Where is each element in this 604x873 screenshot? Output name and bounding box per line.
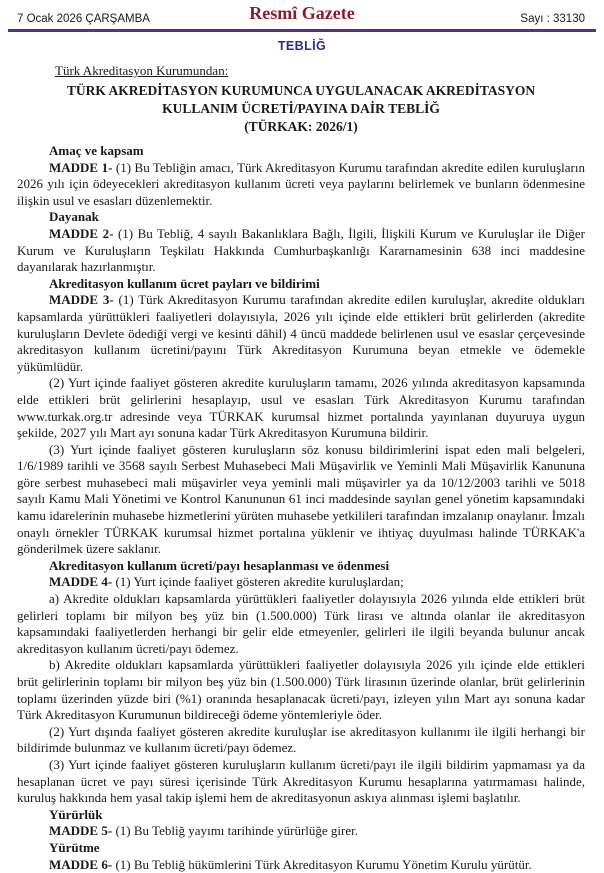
issuing-authority: Türk Akreditasyon Kurumundan:: [55, 63, 229, 78]
document-title-line2: KULLANIM ÜCRETİ/PAYINA DAİR TEBLİĞ: [162, 101, 440, 116]
gazette-title: Resmî Gazete: [249, 3, 355, 23]
paragraph: MADDE 3- (1) Türk Akreditasyon Kurumu tarafından akredite edilen kuruluşlar, akredite oldukları kapsamlarda yürüttükleri faaliyetleri dolayısıyla, 2026 yılı içinde elde ettikleri brüt gelirlerden (akredite kuruluşların Devlete ödediği vergi ve kesinti dâhil) 4 üncü maddede belirlenen usul ve esaslar çerçevesinde akreditasyon kullanım ücretini/payını Türk Akreditasyon Kurumuna beyan etmekle ve ödemekle yükümlüdür.: [17, 292, 585, 374]
section-heading: TEBLİĞ: [277, 39, 327, 53]
masthead: [0, 0, 604, 26]
date-label: 7 Ocak 2026 ÇARŞAMBA: [17, 13, 150, 25]
section-subheading: Akreditasyon kullanım ücret payları ve bildirimi: [49, 275, 320, 291]
issuing-authority-line: [17, 63, 585, 78]
paragraph: MADDE 2- (1) Bu Tebliğ, 4 sayılı Bakanlıklara Bağlı, İlgili, İlişkili Kurum ve Kuruluşlar ile Diğer Kurum ve Kuruluşların Teşkilatı Hakkında Cumhurbaşkanlığı Kararnamesinin 638 inci maddesine dayanılarak hazırlanmıştır.: [17, 225, 586, 275]
section-subheading: Dayanak: [49, 209, 99, 225]
article-lead: MADDE 3-: [49, 292, 119, 308]
paragraph: b) Akredite oldukları kapsamlarda yürüttükleri faaliyetler dolayısıyla 2026 yılı içinde elde ettikleri brüt gelirlerinin toplamı bir milyon beş yüz bin (1.500.000) Türk lirasının üzerinde olanlar, brüt gelirlerinin toplamı üzerinden yüzde biri (%1) oranında hesaplanacak ücreti/payı, izleyen yılın Mart ayı sonuna kadar Türk Akreditasyon Kurumunun bildireceği ödeme yöntemleriyle öder.: [17, 657, 585, 723]
paragraph: MADDE 1- (1) Bu Tebliğin amacı, Türk Akreditasyon Kurumu tarafından akredite edilen kuruluşların 2026 yılı için ödeyecekleri akreditasyon kullanım ücreti veya paylarını belirlemek ve bunların ödenmesine ilişkin usul ve esasları düzenlemektir.: [17, 159, 585, 208]
paragraph: a) Akredite oldukları kapsamlarda yürüttükleri faaliyetler dolayısıyla 2026 yılında elde ettikleri brüt gelirleri toplamı bir milyon beş yüz bin (1.500.000) Türk lirası ve altında olanlar ile akreditasyon kapsamındaki faaliyetlerden herhangi bir gelir elde etmeyenler, gelirleri ile ilgili beyanda bulunur ancak akreditasyon kullanım ücreti/payı ödemez.: [17, 591, 585, 656]
article-lead: MADDE 6-: [49, 856, 116, 872]
document-title-line1: TÜRK AKREDİTASYON KURUMUNCA UYGULANACAK AKREDİTASYON: [66, 83, 536, 98]
paragraph: (3) Yurt içinde faaliyet gösteren kuruluşların kullanım ücreti/payı ile ilgili bildirim yapmaması ya da hesaplanan ücret ve payı süresi içerisinde Türk Akreditasyon Kurumu hesaplarına yatırmaması halinde, kuruluş hakkında hem yasal takip işlemi hem de akreditasyonun askıya alınması işlemi başlatılır.: [17, 756, 585, 806]
masthead-divider: [8, 29, 596, 32]
article-lead: MADDE 1-: [49, 159, 116, 175]
document-title-line3: (TÜRKAK: 2026/1): [244, 119, 358, 134]
document-body: [17, 143, 585, 873]
article-lead: MADDE 2-: [49, 225, 118, 241]
paragraph: MADDE 6- (1) Bu Tebliğ hükümlerini Türk Akreditasyon Kurumu Yönetim Kurulu yürütür.: [49, 856, 532, 872]
paragraph: (2) Yurt dışında faaliyet gösteren akredite kuruluşlar ise akreditasyon kullanımı ile ilgili herhangi bir bildirimde bulunmaz ve kullanım ücreti/payı ödemez.: [17, 723, 585, 756]
document: [0, 63, 604, 873]
section-subheading: Amaç ve kapsam: [49, 143, 144, 158]
issue-number: Sayı : 33130: [520, 13, 585, 25]
section-subheading: Yürütme: [49, 839, 100, 855]
paragraph: MADDE 4- (1) Yurt içinde faaliyet gösteren akredite kuruluşlardan;: [49, 574, 404, 590]
section-subheading: Yürürlük: [49, 806, 103, 822]
section-subheading: Akreditasyon kullanım ücreti/payı hesaplanması ve ödenmesi: [49, 557, 390, 573]
document-title: [17, 82, 585, 136]
paragraph: MADDE 5- (1) Bu Tebliğ yayımı tarihinde yürürlüğe girer.: [49, 823, 358, 839]
article-lead: MADDE 4-: [49, 574, 116, 590]
paragraph: (3) Yurt içinde faaliyet gösteren kuruluşların söz konusu bildirimlerini ispat eden mali belgeleri, 1/6/1989 tarihli ve 3568 sayılı Serbest Muhasebeci Mali Müşavirlik ve Yeminli Mali Müşavirlik Kanununa göre serbest muhasebeci mali müşavirler veya yeminli mali müşavirler ya da 10/12/2003 tarihli ve 5018 sayılı Kamu Mali Yönetimi ve Kontrol Kanununun 61 inci maddesinde sayılan genel yönetim kapsamındaki kamu idarelerinin muhasebe hizmetlerini yürüten muhasebe yetkilileri tarafından imzalanıp onaylanır. İmzalı onaylı örnekler TÜRKAK kurumsal hizmet portalına yüklenir ve ihtiyaç duyulması halinde TÜRKAK'a gönderilmek üzere saklanır.: [17, 441, 585, 557]
article-lead: MADDE 5-: [49, 823, 116, 839]
paragraph: (2) Yurt içinde faaliyet gösteren akredite kuruluşların tamamı, 2026 yılında akreditasyon kapsamında elde ettikleri brüt gelirlerini hesaplayıp, usul ve esasları Türk Akreditasyon Kurumu tarafından www.turkak.org.tr adresinde veya TÜRKAK kurumsal hizmet portalında yayınlanan duyuruya uygun şekilde, 2027 yılı Mart ayı sonuna kadar Türk Akreditasyon Kurumuna bildirir.: [17, 375, 585, 441]
